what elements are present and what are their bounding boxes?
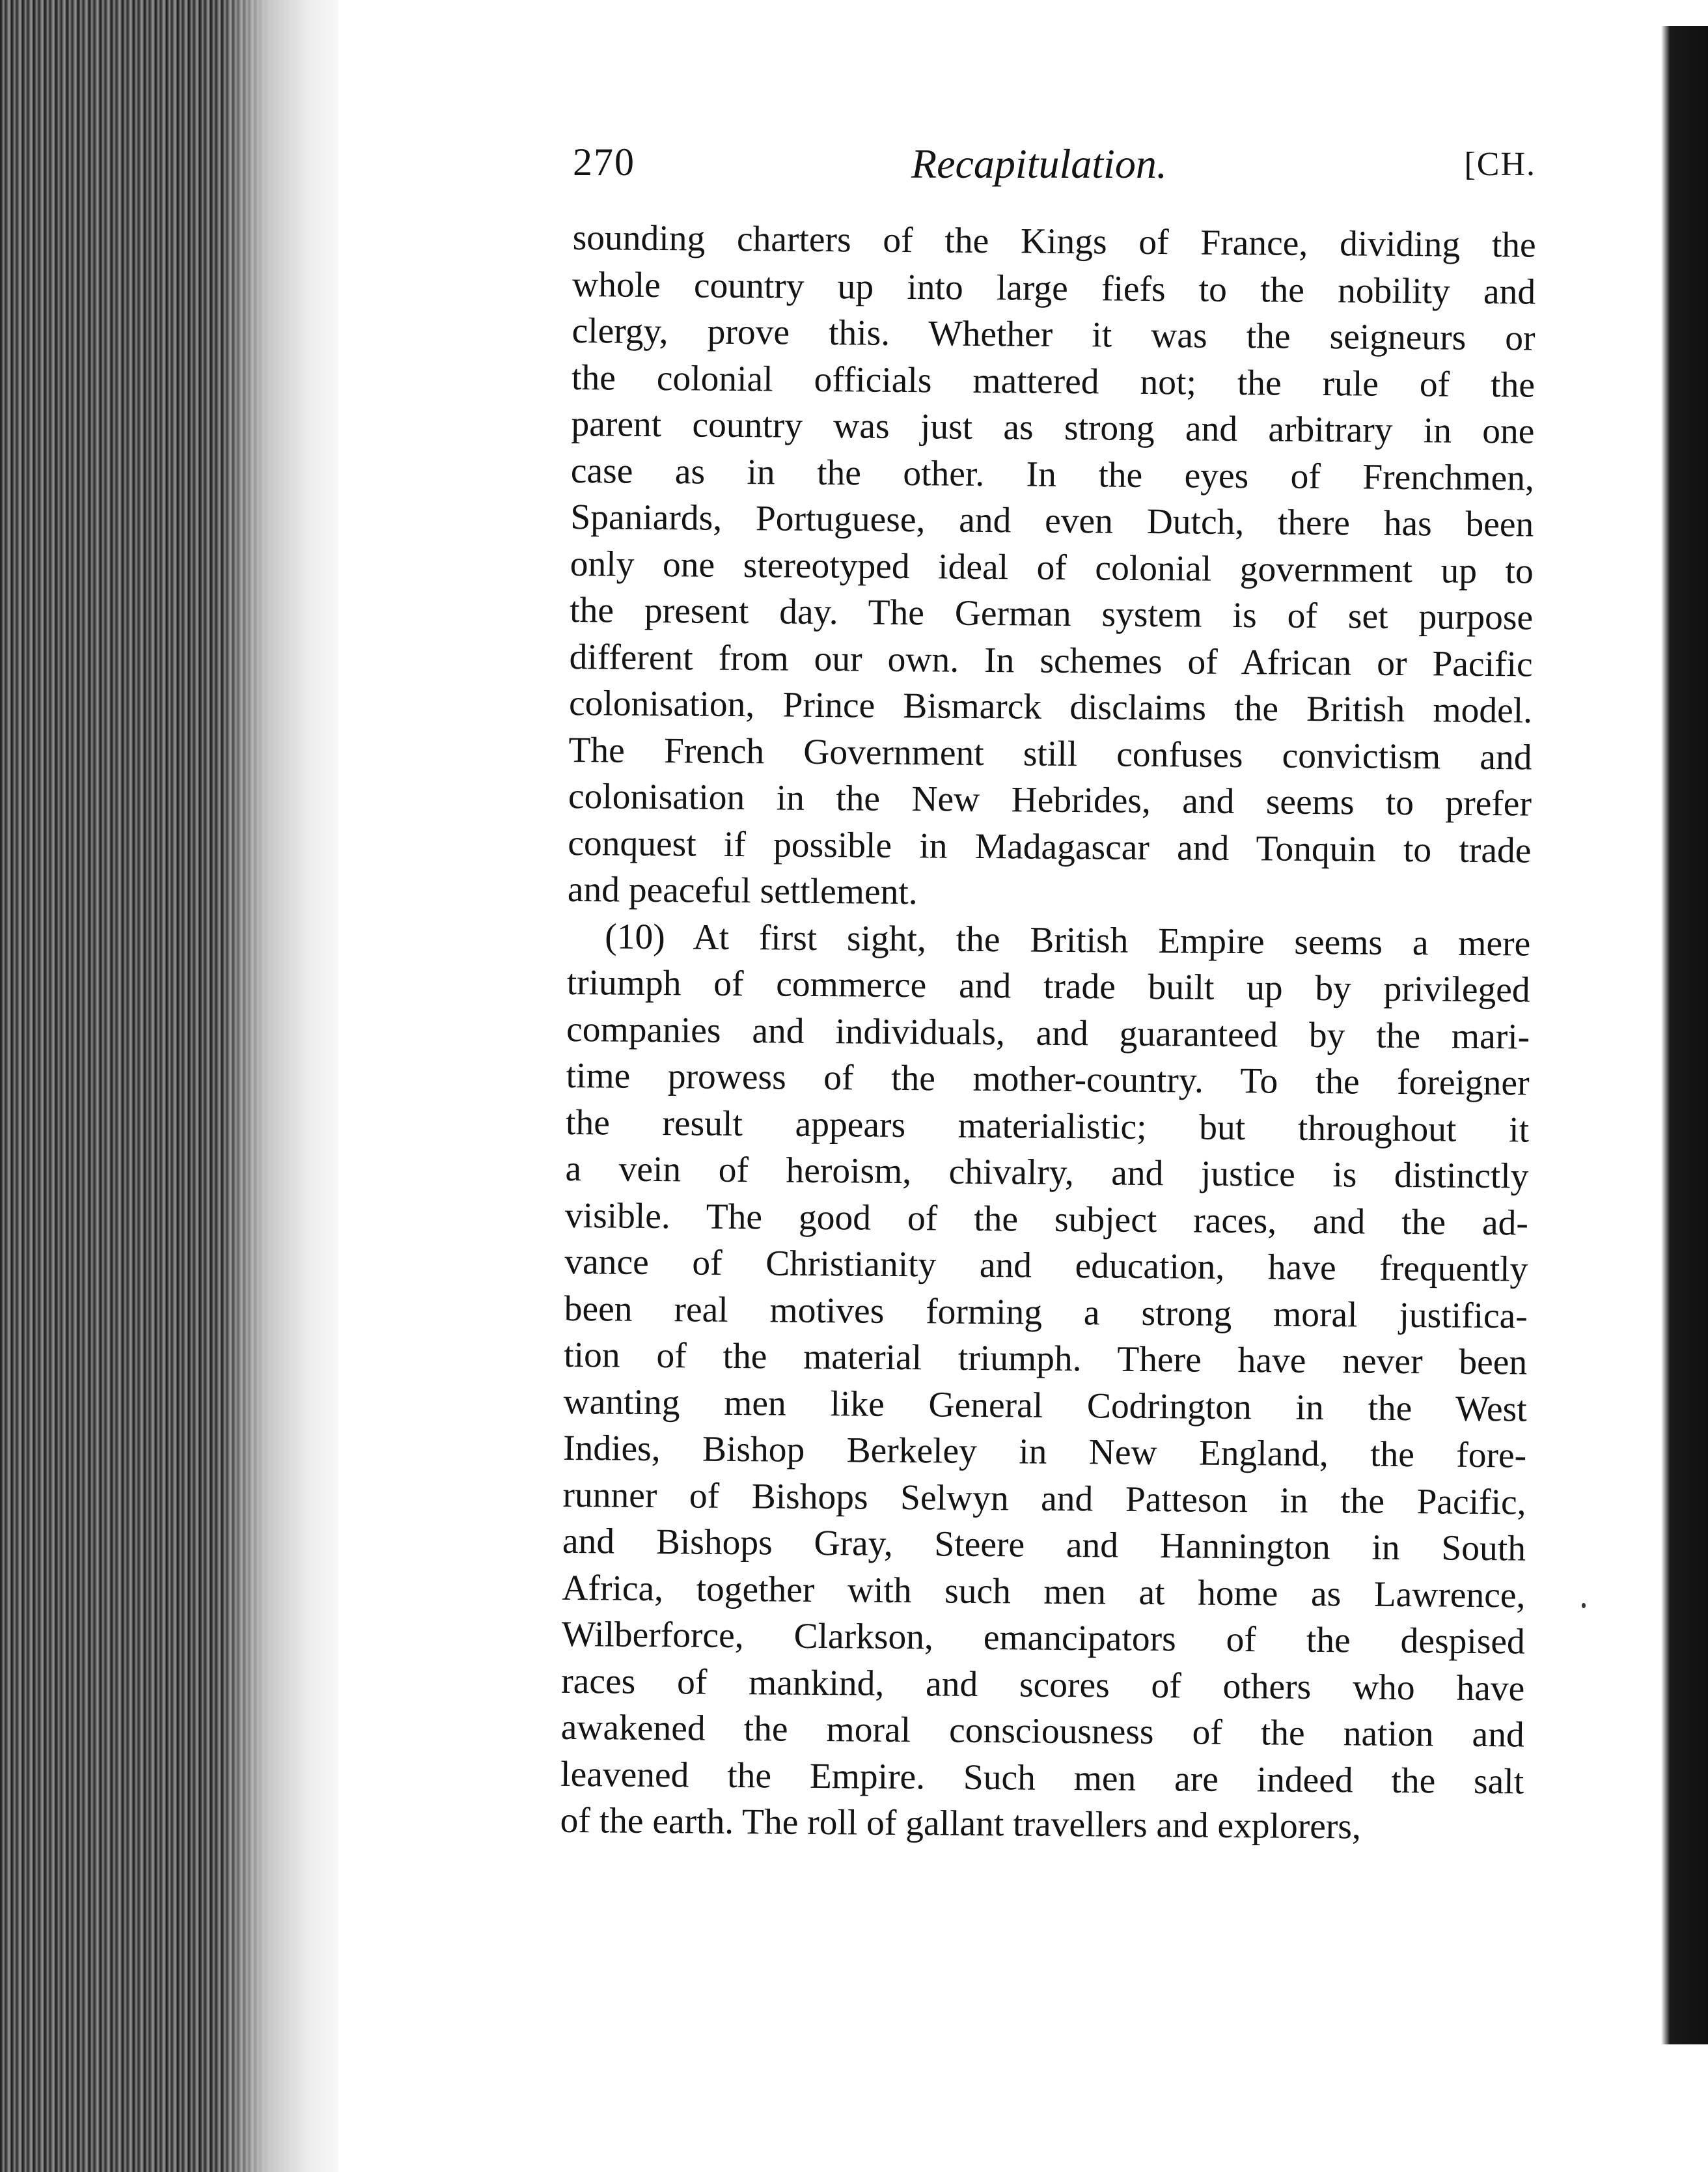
text-line: only one stereotyped ideal of colonial government up to	[570, 544, 1534, 592]
text-line: been real motives forming a strong moral justifica-	[564, 1288, 1528, 1337]
text-line: Indies, Bishop Berkeley in New England, the fore-	[562, 1428, 1527, 1476]
text-line: companies and individuals, and guaranteed by the mari-	[566, 1009, 1530, 1057]
text-line: tion of the material triumph. There have never been	[564, 1335, 1528, 1383]
text-line: runner of Bishops Selwyn and Patteson in the Pacific,	[562, 1475, 1526, 1523]
text-line: the result appears materialistic; but throughout it	[565, 1102, 1530, 1150]
text-line: colonisation, Prince Bismarck disclaims the British model.	[568, 683, 1533, 731]
text-line: races of mankind, and scores of others who have	[561, 1661, 1525, 1709]
text-line: wanting men like General Codrington in the West	[563, 1382, 1527, 1430]
text-line: leavened the Empire. Such men are indeed the salt	[560, 1754, 1524, 1802]
paragraph	[568, 215, 1536, 921]
text-line: Spaniards, Portuguese, and even Dutch, there has been	[570, 497, 1534, 545]
paper-speck	[1582, 1603, 1586, 1608]
text-line: and peaceful settlement.	[567, 869, 918, 913]
book-page-edges	[0, 0, 338, 2172]
text-line: sounding charters of the Kings of France, dividing the	[572, 217, 1536, 266]
text-line: Africa, together with such men at home as Lawrence,	[562, 1568, 1526, 1616]
page-number: 270	[573, 141, 635, 184]
text-line: case as in the other. In the eyes of Frenchmen,	[570, 451, 1535, 499]
text-line: clergy, prove this. Whether it was the seigneurs or	[572, 311, 1536, 359]
body-text	[560, 215, 1536, 1852]
text-line: colonisation in the New Hebrides, and seems to prefer	[568, 776, 1532, 824]
text-line: conquest if possible in Madagascar and Tonquin to trade	[568, 823, 1532, 871]
text-line: of the earth. The roll of gallant travellers and explorers,	[560, 1800, 1362, 1847]
text-line: the colonial officials mattered not; the rule of the	[571, 357, 1536, 406]
text-line: The French Government still confuses convictism and	[568, 730, 1532, 778]
scan-right-edge	[1649, 26, 1708, 2044]
text-line: vance of Christianity and education, have frequently	[564, 1242, 1528, 1290]
text-line: triumph of commerce and trade built up by privileged	[566, 962, 1530, 1010]
text-line: whole country up into large fiefs to the nobility and	[572, 264, 1536, 313]
text-line: parent country was just as strong and arbitrary in one	[571, 404, 1535, 452]
text-line: Wilberforce, Clarkson, emancipators of the despised	[561, 1614, 1526, 1662]
paragraph	[560, 913, 1530, 1852]
chapter-mark: [CH.	[1464, 146, 1536, 183]
text-line: and Bishops Gray, Steere and Hannington in South	[562, 1521, 1526, 1569]
running-header	[573, 140, 1536, 199]
text-line: visible. The good of the subject races, and the ad-	[564, 1195, 1529, 1244]
text-line: the present day. The German system is of set purpose	[569, 590, 1534, 638]
text-line: (10) At first sight, the British Empire seems a mere	[605, 916, 1531, 964]
running-title: Recapitulation.	[911, 141, 1167, 187]
text-line: a vein of heroism, chivalry, and justice is distinctly	[565, 1149, 1529, 1197]
text-line: awakened the moral consciousness of the nation and	[560, 1707, 1524, 1755]
text-line: different from our own. In schemes of African or Pacific	[569, 637, 1533, 685]
text-line: time prowess of the mother-country. To the foreigner	[566, 1055, 1530, 1104]
